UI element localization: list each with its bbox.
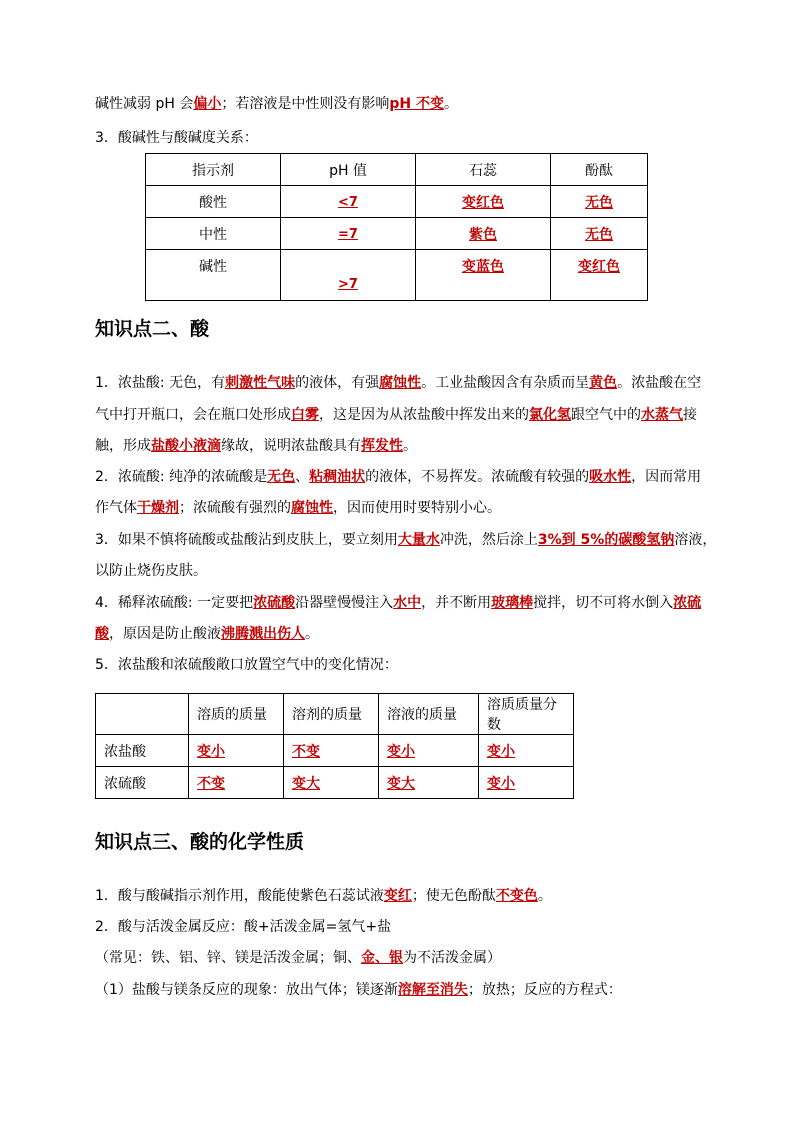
text: ，因而常用 bbox=[631, 469, 702, 485]
table-header-cell: pH 值 bbox=[281, 154, 416, 186]
table-row bbox=[146, 186, 648, 218]
keyword: 紫色 bbox=[469, 226, 497, 243]
keyword: 不变色 bbox=[495, 888, 538, 904]
text: ；放热；反应的方程式： bbox=[467, 982, 622, 998]
ph-indicator-table bbox=[145, 153, 648, 301]
text: 。工业盐酸因含有杂质而呈 bbox=[421, 375, 590, 391]
text: 沿器壁慢慢注入 bbox=[295, 595, 394, 611]
text: 。 bbox=[443, 96, 458, 112]
table-header-cell: 溶液的质量 bbox=[379, 694, 479, 735]
table-cell bbox=[189, 735, 284, 767]
paragraph-line bbox=[95, 530, 716, 550]
text: 4．稀释浓硫酸: 一定要把 bbox=[95, 595, 254, 611]
paragraph-line bbox=[95, 886, 552, 906]
text: 为不活泼金属） bbox=[403, 950, 501, 966]
text: 的液体，有强 bbox=[295, 375, 380, 391]
text: ；若溶液是中性则没有影响 bbox=[221, 96, 390, 112]
keyword: 变蓝色 bbox=[462, 259, 504, 275]
paragraph-line bbox=[95, 436, 417, 456]
keyword: 偏小 bbox=[193, 96, 222, 112]
table-header-cell: 石蕊 bbox=[416, 154, 551, 186]
table-cell bbox=[189, 767, 284, 799]
paragraph-line bbox=[95, 593, 701, 613]
keyword: 干燥剂 bbox=[137, 500, 179, 516]
text: 。浓盐酸在空 bbox=[617, 375, 702, 391]
text: 。 bbox=[305, 626, 319, 642]
table-cell bbox=[551, 186, 648, 218]
table-row bbox=[96, 767, 574, 799]
keyword: 浓硫酸 bbox=[253, 595, 296, 611]
table-cell bbox=[416, 186, 551, 218]
keyword: 腐蚀性 bbox=[379, 375, 422, 391]
section-heading: 知识点三、酸的化学性质 bbox=[95, 831, 305, 853]
table-cell bbox=[551, 218, 648, 250]
table-cell bbox=[281, 218, 416, 250]
keyword: 粘稠油状 bbox=[309, 469, 366, 485]
keyword: =7 bbox=[338, 226, 358, 242]
text: ；浓硫酸有强烈的 bbox=[179, 500, 291, 516]
table-header-cell: 酚酞 bbox=[551, 154, 648, 186]
keyword: 浓硫 bbox=[673, 595, 702, 611]
text: 触，形成 bbox=[95, 438, 151, 454]
keyword: 酸 bbox=[95, 626, 109, 642]
text: 的液体，不易挥发。浓硫酸有较强的 bbox=[365, 469, 590, 485]
text: ；使无色酚酞 bbox=[411, 888, 496, 904]
table-cell bbox=[281, 250, 416, 301]
text: 。 bbox=[403, 438, 417, 454]
keyword: pH 不变 bbox=[389, 96, 444, 112]
keyword: 变红 bbox=[383, 888, 412, 904]
keyword: 不变 bbox=[197, 775, 225, 792]
text: 1．酸与酸碱指示剂作用，酸能使紫色石蕊试液 bbox=[95, 888, 384, 904]
keyword: 玻璃棒 bbox=[491, 595, 534, 611]
concentrated-acid-change-table bbox=[95, 693, 574, 799]
row-label: 酸性 bbox=[146, 186, 281, 218]
text: 。 bbox=[537, 888, 552, 904]
keyword: 盐酸小液滴 bbox=[151, 438, 221, 454]
text: （1）盐酸与镁条反应的现象：放出气体；镁逐渐 bbox=[95, 982, 398, 998]
text: ，原因是防止酸液 bbox=[109, 626, 221, 642]
keyword: 变大 bbox=[387, 775, 415, 792]
keyword: 变小 bbox=[197, 743, 225, 760]
text: 2．浓硫酸: 纯净的浓硫酸是 bbox=[95, 469, 268, 485]
keyword: 挥发性 bbox=[361, 438, 403, 454]
table-cell bbox=[479, 735, 574, 767]
row-label: 浓硫酸 bbox=[96, 767, 189, 799]
keyword: 腐蚀性 bbox=[291, 500, 333, 516]
keyword: 变大 bbox=[292, 775, 320, 792]
text: 气中打开瓶口，会在瓶口处形成 bbox=[95, 407, 291, 423]
keyword: 无色 bbox=[585, 194, 613, 211]
keyword: 水中 bbox=[393, 595, 422, 611]
keyword: <7 bbox=[338, 194, 358, 210]
table-cell bbox=[551, 250, 648, 301]
keyword: 变小 bbox=[487, 743, 515, 760]
table-cell bbox=[284, 767, 379, 799]
row-label: 浓盐酸 bbox=[96, 735, 189, 767]
paragraph-line bbox=[95, 948, 501, 968]
table-header-cell: 溶质的质量 bbox=[189, 694, 284, 735]
paragraph-line bbox=[95, 405, 697, 425]
keyword: 白雾 bbox=[291, 407, 319, 423]
table-cell bbox=[379, 767, 479, 799]
text: 搅拌，切不可将水倒入 bbox=[533, 595, 674, 611]
table-row bbox=[146, 250, 648, 301]
table-header-cell: 溶剂的质量 bbox=[284, 694, 379, 735]
text: 跟空气中的 bbox=[571, 407, 641, 423]
keyword: 变红色 bbox=[462, 194, 504, 211]
text: ，并不断用 bbox=[421, 595, 492, 611]
table-cell bbox=[284, 735, 379, 767]
keyword: 变小 bbox=[487, 775, 515, 792]
keyword: 不变 bbox=[292, 743, 320, 760]
text: 冲洗，然后涂上 bbox=[439, 532, 538, 548]
intro-line-1 bbox=[95, 94, 458, 114]
text: ，这是因为从浓盐酸中挥发出来的 bbox=[319, 407, 529, 423]
table-cell bbox=[379, 735, 479, 767]
text: 缘故，说明浓盐酸具有 bbox=[221, 438, 361, 454]
text: 溶液， bbox=[674, 532, 717, 548]
paragraph-line bbox=[95, 467, 701, 487]
table-row bbox=[96, 735, 574, 767]
text: 3．如果不慎将硫酸或盐酸沾到皮肤上，要立刻用 bbox=[95, 532, 398, 548]
keyword: 刺激性气味 bbox=[225, 375, 296, 391]
table-header-row bbox=[96, 694, 574, 735]
paragraph-line: 5．浓盐酸和浓硫酸敞口放置空气中的变化情况： bbox=[95, 657, 398, 673]
intro-line-2: 3．酸碱性与酸碱度关系： bbox=[95, 130, 258, 146]
table-header-row bbox=[146, 154, 648, 186]
row-label: 中性 bbox=[146, 218, 281, 250]
paragraph-line bbox=[95, 624, 319, 644]
keyword: 金、银 bbox=[361, 950, 403, 966]
paragraph-line bbox=[95, 498, 501, 518]
text: 作气体 bbox=[95, 500, 137, 516]
paragraph-line bbox=[95, 980, 622, 1000]
paragraph-line bbox=[95, 373, 701, 393]
row-label: 碱性 bbox=[146, 250, 281, 301]
paragraph-line: 以防止烧伤皮肤。 bbox=[95, 563, 207, 579]
table-row bbox=[146, 218, 648, 250]
table-cell bbox=[416, 250, 551, 301]
keyword: 沸腾溅出伤人 bbox=[221, 626, 305, 642]
keyword: 大量水 bbox=[397, 532, 440, 548]
keyword: 变小 bbox=[387, 743, 415, 760]
table-header-cell: 溶质质量分数 bbox=[479, 694, 574, 735]
text: 碱性减弱 pH 会 bbox=[95, 96, 194, 112]
table-cell bbox=[281, 186, 416, 218]
table-cell bbox=[416, 218, 551, 250]
keyword: 水蒸气 bbox=[641, 407, 683, 423]
table-header-cell: 指示剂 bbox=[146, 154, 281, 186]
keyword: 吸水性 bbox=[589, 469, 632, 485]
text: ，因而使用时要特别小心。 bbox=[333, 500, 501, 516]
text: 接 bbox=[683, 407, 697, 423]
keyword: >7 bbox=[338, 277, 358, 292]
keyword: 无色 bbox=[267, 469, 296, 485]
section-heading: 知识点二、酸 bbox=[95, 318, 210, 340]
keyword: 黄色 bbox=[589, 375, 618, 391]
keyword: 氯化氢 bbox=[529, 407, 571, 423]
text: 1．浓盐酸: 无色，有 bbox=[95, 375, 226, 391]
keyword: 无色 bbox=[585, 226, 613, 243]
table-header-cell bbox=[96, 694, 189, 735]
keyword: 变红色 bbox=[578, 259, 620, 275]
text: （常见：铁、铝、锌、镁是活泼金属；铜、 bbox=[95, 950, 361, 966]
keyword: 3%到 5%的碳酸氢钠 bbox=[537, 532, 675, 548]
paragraph-line: 2．酸与活泼金属反应：酸+活泼金属=氢气+盐 bbox=[95, 919, 392, 935]
keyword: 溶解至消失 bbox=[397, 982, 468, 998]
text: 、 bbox=[295, 469, 310, 485]
table-cell bbox=[479, 767, 574, 799]
